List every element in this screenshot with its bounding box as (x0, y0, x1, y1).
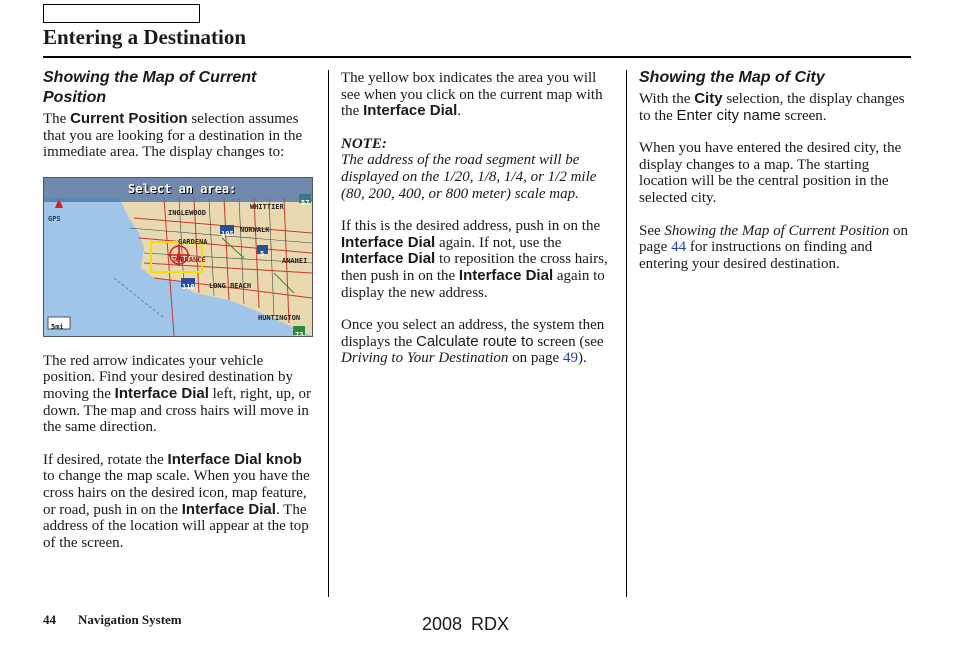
column-2 (341, 70, 613, 383)
route-label-5: 5 (260, 249, 265, 258)
ui-screen-name: Enter city name (676, 106, 781, 124)
paragraph (639, 91, 914, 124)
ui-term: Interface Dial (114, 384, 209, 402)
text: on page (639, 222, 909, 256)
ui-term: Interface Dial (341, 233, 436, 251)
title-rule (43, 56, 911, 58)
text: With the (639, 91, 695, 107)
column-3 (639, 68, 914, 288)
cross-reference: Showing the Map of Current Position (664, 222, 890, 239)
route-label-57: 57 (301, 198, 310, 207)
gps-indicator: GPS (48, 214, 61, 223)
page-link-49[interactable]: 49 (562, 350, 578, 367)
map-label-long-beach: LONG BEACH (209, 281, 252, 290)
note-label: NOTE: (341, 135, 387, 152)
page-title: Entering a Destination (43, 25, 247, 49)
text: If desired, rotate the (43, 451, 168, 468)
text: ). (577, 350, 587, 367)
map-label-inglewood: INGLEWOOD (168, 208, 206, 217)
footer-model: 2008 RDX (422, 614, 510, 634)
text: Once you select an address, the system then displays the (341, 317, 605, 350)
paragraph (341, 70, 613, 120)
text: selection assumes that you are looking for a destination in the immediate area. The display changes to: (43, 111, 303, 161)
text: for instructions on finding and entering your desired destination. (639, 239, 873, 272)
ui-term: City (694, 90, 723, 107)
paragraph: When you have entered the desired city, the display changes to a map. The starting location will be the central position in the selected city. (639, 140, 902, 206)
ui-term: Interface Dial (181, 500, 276, 518)
cross-reference: Driving to Your Destination (341, 350, 509, 367)
text: left, right, up, or down. The map and cross hairs will move in the same direction. (43, 385, 311, 436)
note-body: The address of the road segment will be displayed on the 1/20, 1/8, 1/4, or 1/2 mile (80, 200, 400, or 800 meter) scale map. (341, 152, 597, 202)
text: . The address of the location will appear at the top of the screen. (43, 501, 309, 551)
ui-screen-name: Calculate route to (416, 332, 534, 350)
text: See (639, 222, 665, 239)
ui-term: Interface Dial (363, 102, 458, 120)
paragraph (43, 353, 313, 436)
text: selection, the display changes to the (639, 91, 905, 124)
ui-term: Interface Dial (341, 250, 436, 268)
map-label-torrance: TORRANCE (172, 255, 206, 264)
column-1 (43, 68, 313, 567)
footer-page-number: 44 (43, 612, 56, 627)
route-label-73: 73 (295, 330, 304, 337)
route-label-105: 105 (221, 229, 234, 238)
ui-term: Current Position (70, 110, 188, 127)
ui-term: Interface Dial knob (167, 450, 302, 468)
column-divider (328, 70, 329, 597)
section-heading-city: Showing the Map of City (639, 69, 825, 86)
text: screen. (780, 107, 827, 124)
paragraph (43, 111, 313, 161)
map-label-gardena: GARDENA (178, 237, 208, 246)
text: The red arrow indicates your vehicle position. Find your desired destination by moving the (43, 352, 293, 402)
map-screenshot (43, 177, 313, 337)
text: again to display the new address. (341, 267, 605, 301)
map-label-whittier: WHITTIER (250, 202, 284, 211)
map-label-anaheim: ANAHEI (282, 256, 308, 265)
text: The yellow box indicates the area you will see when you click on the current map with the (341, 70, 603, 120)
text: to change the map scale. When you have the cross hairs on the desired icon, map feature, or road, push in on the (43, 468, 310, 518)
text: The (43, 111, 71, 127)
text: to reposition the cross hairs, then push in on the (341, 251, 608, 284)
paragraph (341, 317, 613, 367)
map-label-norwalk: NORWALK (240, 225, 270, 234)
page-link-44[interactable]: 44 (671, 239, 687, 256)
route-label-110: 110 (182, 282, 195, 291)
text: again. If not, use the (435, 234, 562, 251)
paragraph (341, 218, 613, 301)
ui-term: Interface Dial (458, 266, 554, 284)
header-tab-box (43, 4, 200, 23)
map-banner-text: Select an area: (128, 181, 237, 196)
map-scale-label: 5mi (51, 322, 64, 331)
text: If this is the desired address, push in on the (341, 218, 601, 235)
map-label-huntington: HUNTINGTON (258, 313, 301, 322)
text: on page (508, 350, 563, 367)
section-heading-current-position: Showing the Map of Current Position (43, 69, 257, 106)
paragraph (43, 452, 313, 552)
text: . (457, 103, 462, 120)
column-divider (626, 70, 627, 597)
footer-section-title: Navigation System (78, 612, 182, 627)
paragraph (639, 223, 914, 273)
text: screen (see (533, 333, 604, 350)
